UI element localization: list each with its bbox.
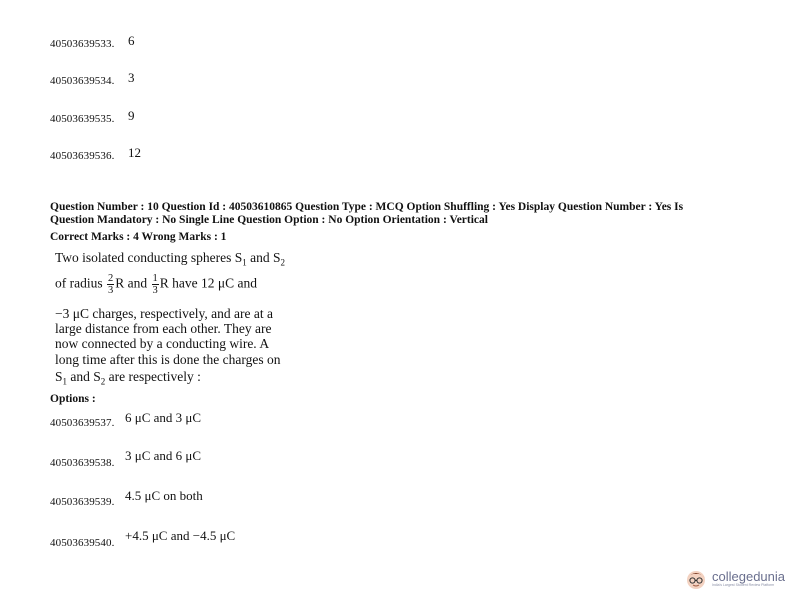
marks-line: Correct Marks : 4 Wrong Marks : 1 <box>50 231 227 243</box>
stem-text: R and <box>115 275 151 291</box>
option-value: 4.5 μC on both <box>125 488 203 503</box>
question-meta-line2: Question Mandatory : No Single Line Question Option : No Option Orientation : Vertical <box>50 214 488 226</box>
logo-wordmark: collegedunia <box>712 569 786 584</box>
collegedunia-logo <box>683 566 785 592</box>
fraction-numerator: 2 <box>108 273 114 284</box>
option-id: 40503639539. <box>50 496 115 508</box>
fraction-denominator: 3 <box>108 285 114 296</box>
question-stem-line1 <box>55 250 285 271</box>
option-value: 6 <box>128 33 135 48</box>
option-id: 40503639538. <box>50 457 115 469</box>
option-id: 40503639537. <box>50 417 115 429</box>
stem-text: Two isolated conducting spheres S <box>55 250 243 265</box>
option-value: 6 μC and 3 μC <box>125 410 202 425</box>
subscript: 1 <box>62 376 68 387</box>
stem-text: S <box>55 369 63 384</box>
fraction-denominator: 3 <box>152 285 158 296</box>
stem-text: are respectively : <box>105 369 201 384</box>
subscript: 2 <box>280 257 286 268</box>
fraction <box>152 273 159 296</box>
fraction <box>107 273 114 296</box>
option-value: 9 <box>128 108 135 123</box>
question-stem-line2 <box>55 273 257 296</box>
subscript: 1 <box>242 257 247 268</box>
option-value: +4.5 μC and −4.5 μC <box>125 528 236 543</box>
question-stem-line6: long time after this is done the charges on <box>55 352 281 367</box>
logo-tagline: India's Largest Student Review Platform <box>712 583 775 587</box>
stem-text: of radius <box>55 275 106 291</box>
option-id: 40503639534. <box>50 75 115 87</box>
option-id: 40503639536. <box>50 150 115 162</box>
option-value: 3 <box>128 70 135 85</box>
question-stem-line3: −3 μC charges, respectively, and are at a <box>55 306 274 321</box>
question-stem-line5: now connected by a conducting wire. A <box>55 336 270 351</box>
option-value: 3 μC and 6 μC <box>125 448 202 463</box>
option-value: 12 <box>128 145 141 160</box>
stem-text: R have 12 μC and <box>159 275 257 291</box>
fraction-numerator: 1 <box>152 273 158 284</box>
stem-text: and S <box>67 369 101 384</box>
stem-text: and S <box>246 250 281 265</box>
question-meta-line1: Question Number : 10 Question Id : 40503610865 Question Type : MCQ Option Shuffling : Yes Display Question Number : Yes Is <box>50 201 684 213</box>
option-id: 40503639540. <box>50 537 115 549</box>
question-stem-line4: large distance from each other. They are <box>55 321 272 336</box>
option-id: 40503639535. <box>50 113 115 125</box>
option-id: 40503639533. <box>50 38 115 50</box>
subscript: 2 <box>100 376 106 387</box>
student-mascot-icon <box>683 566 709 592</box>
question-stem-line7 <box>55 369 201 390</box>
options-label: Options : <box>50 393 96 405</box>
